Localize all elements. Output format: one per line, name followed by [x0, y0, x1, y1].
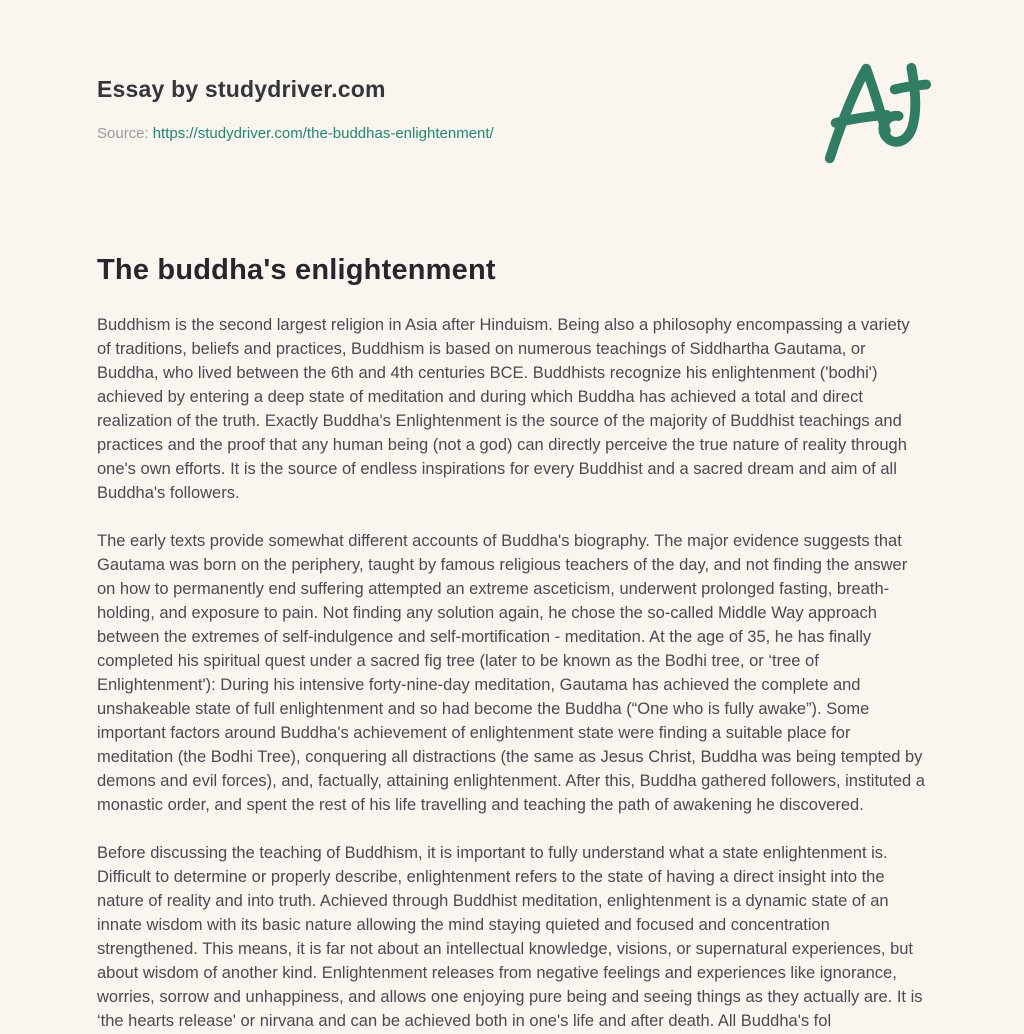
article-paragraph: The early texts provide somewhat different accounts of Buddha's biography. The major evidence suggests that Gautama was born on the periphery, taught by famous religious teachers of the day, and not finding the answer on how to permanently end suffering attempted an extreme asceticism, underwent prolonged fasting, breath-holding, and exposure to pain. Not finding any solution again, he chose the so-called Middle Way approach between the extremes of self-indulgence and self-mortification - meditation. At the age of 35, he has finally completed his spiritual quest under a sacred fig tree (later to be known as the Bodhi tree, or ‘tree of Enlightenment'): During his intensive forty-nine-day meditation, Gautama has achieved the complete and unshakeable state of full enlightenment and so had become the Buddha (“One who is fully awake”). Some important factors around Buddha's achievement of enlightenment state were finding a suitable place for meditation (the Bodhi Tree), conquering all distractions (the same as Jesus Christ, Buddha was being tempted by demons and evil forces), and, factually, attaining enlightenment. After this, Buddha gathered followers, instituted a monastic order, and spent the rest of his life travelling and teaching the path of awakening he discovered.	[97, 532, 925, 814]
document-header	[97, 0, 927, 142]
source-line	[97, 125, 927, 142]
essay-source-heading: Essay by studydriver.com	[97, 76, 386, 102]
article-paragraph: Before discussing the teaching of Buddhism, it is important to fully understand what a state enlightenment is. Difficult to determine or properly describe, enlightenment refers to the state of having a direct insight into the nature of reality and into truth. Achieved through Buddhist meditation, enlightenment is a dynamic state of an innate wisdom with its basic nature allowing the mind staying quieted and focused and concentration strengthened. This means, it is far not about an intellectual knowledge, visions, or supernatural experiences, but about wisdom of another kind. Enlightenment releases from negative feelings and experiences like ignorance, worries, sorrow and unhappiness, and allows one enjoying pure being and seeing things as they actually are. It is ‘the hearts release' or nirvana and can be achieved both in one's life and after death. All Buddha's fol	[97, 844, 923, 1030]
source-label: Source:	[97, 125, 149, 142]
article-body	[97, 313, 927, 1033]
article-title: The buddha's enlightenment	[97, 254, 496, 286]
article-paragraph: Buddhism is the second largest religion in Asia after Hinduism. Being also a philosophy encompassing a variety of traditions, beliefs and practices, Buddhism is based on numerous teachings of Siddhartha Gautama, or Buddha, who lived between the 6th and 4th centuries BCE. Buddhists recognize his enlightenment ('bodhi') achieved by entering a deep state of meditation and during which Buddha has achieved a total and direct realization of the truth. Exactly Buddha's Enlightenment is the source of the majority of Buddhist teachings and practices and the proof that any human being (not a god) can directly perceive the true nature of reality through one's own efforts. It is the source of endless inspirations for every Buddhist and a sacred dream and aim of all Buddha's followers.	[97, 316, 910, 502]
studydriver-a-plus-logo	[818, 56, 936, 176]
source-url-link[interactable]: https://studydriver.com/the-buddhas-enlightenment/	[152, 125, 494, 142]
